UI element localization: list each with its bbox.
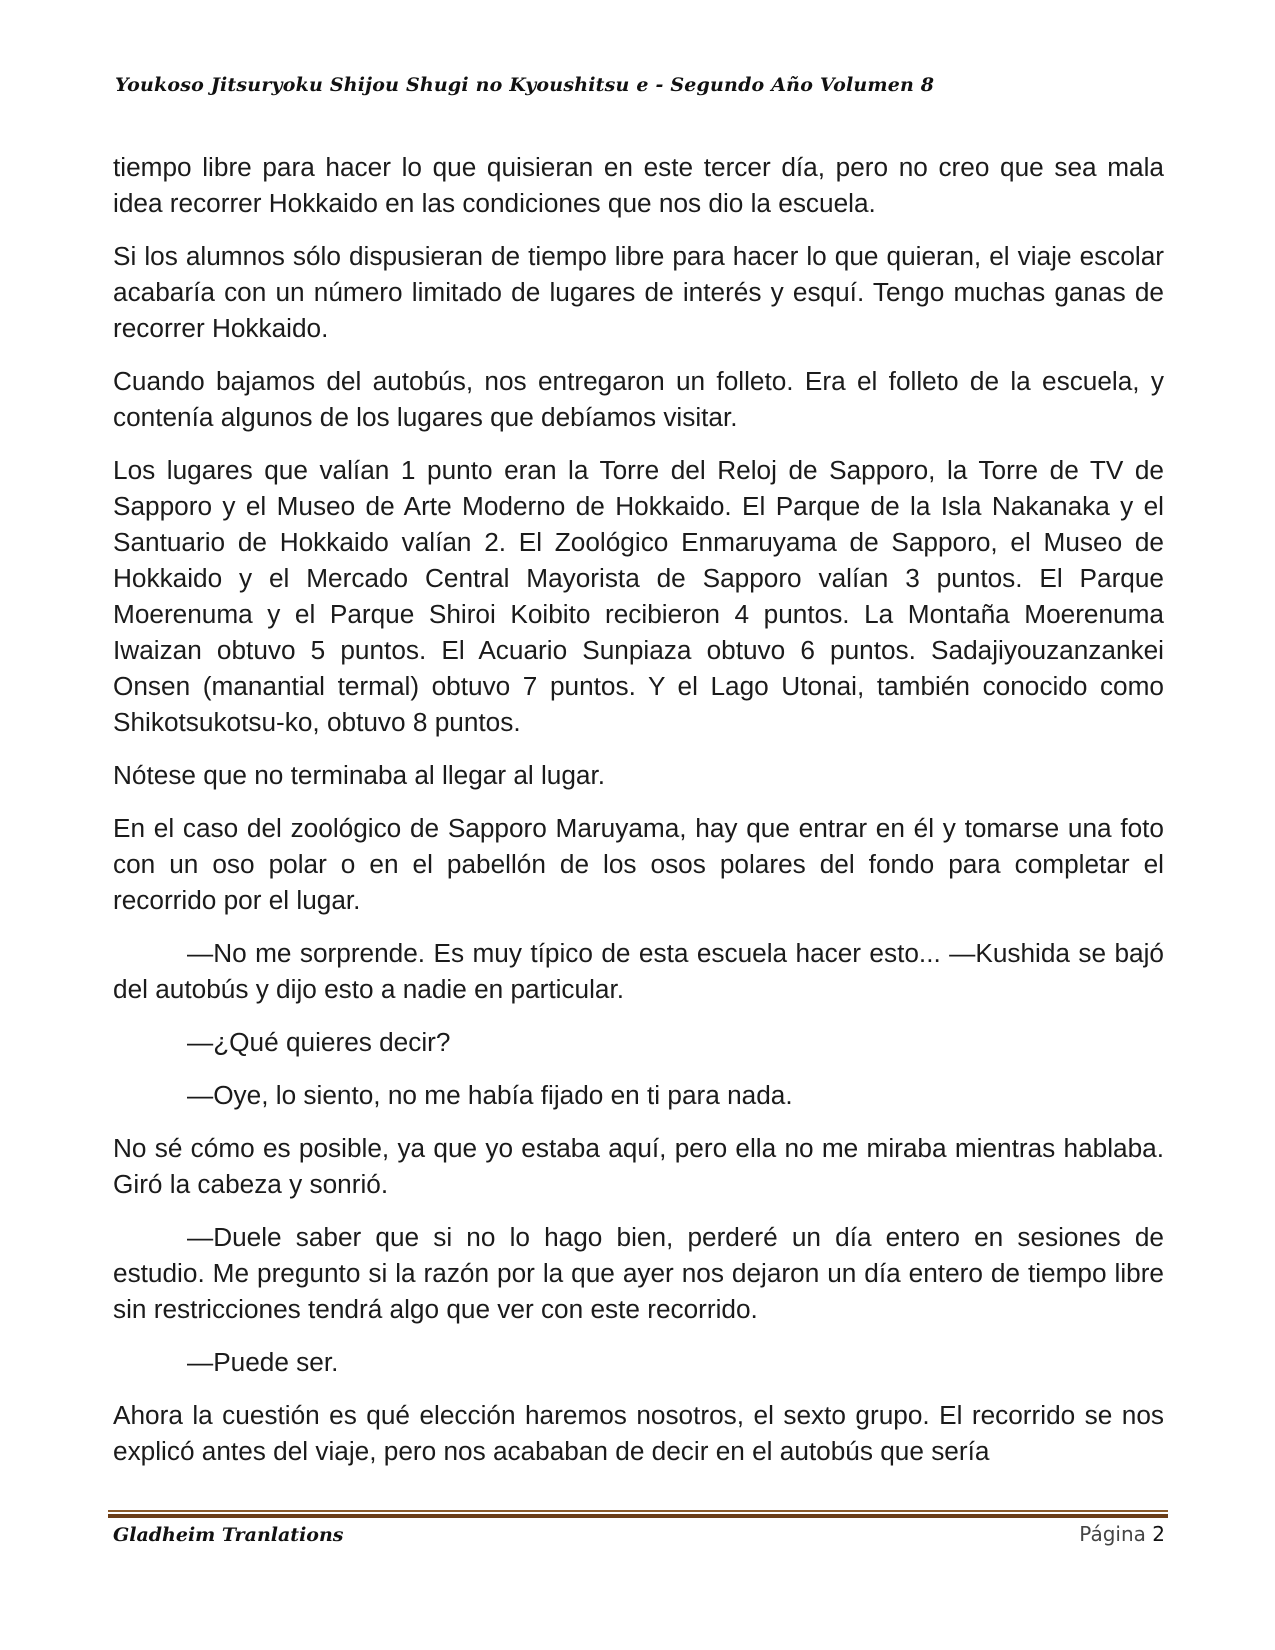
paragraph: Si los alumnos sólo dispusieran de tiempo libre para hacer lo que quieran, el viaje escolar acabaría con un número limitado de lugares de interés y esquí. Tengo muchas ganas de recorrer Hokkaido.	[113, 241, 1164, 343]
paragraph: tiempo libre para hacer lo que quisieran en este tercer día, pero no creo que sea mala idea recorrer Hokkaido en las condiciones que nos dio la escuela.	[113, 152, 1164, 218]
page-header-title: Youkoso Jitsuryoku Shijou Shugi no Kyoushitsu e - Segundo Año Volumen 8	[115, 74, 935, 96]
paragraph: Cuando bajamos del autobús, nos entregaron un folleto. Era el folleto de la escuela, y contenía algunos de los lugares que debíamos visitar.	[113, 366, 1164, 432]
paragraph: Ahora la cuestión es qué elección haremos nosotros, el sexto grupo. El recorrido se nos explicó antes del viaje, pero nos acababan de decir en el autobús que sería	[113, 1400, 1164, 1466]
dialogue-paragraph: —Puede ser.	[187, 1347, 339, 1377]
page-number: 2	[1152, 1522, 1165, 1546]
body-text	[113, 149, 1164, 1486]
footer-divider-thick	[108, 1514, 1168, 1518]
page-label: Página	[1079, 1522, 1146, 1546]
paragraph: Los lugares que valían 1 punto eran la Torre del Reloj de Sapporo, la Torre de TV de Sapporo y el Museo de Arte Moderno de Hokkaido. El Parque de la Isla Nakanaka y el Santuario de Hokkaido valían 2. El Zoológico Enmaruyama de Sapporo, el Museo de Hokkaido y el Mercado Central Mayorista de Sapporo valían 3 puntos. El Parque Moerenuma y el Parque Shiroi Koibito recibieron 4 puntos. La Montaña Moerenuma Iwaizan obtuvo 5 puntos. El Acuario Sunpiaza obtuvo 6 puntos. Sadajiyouzanzankei Onsen (manantial termal) obtuvo 7 puntos. Y el Lago Utonai, también conocido como Shikotsukotsu-ko, obtuvo 8 puntos.	[113, 455, 1164, 737]
dialogue-paragraph: —¿Qué quieres decir?	[187, 1027, 451, 1057]
paragraph: En el caso del zoológico de Sapporo Maruyama, hay que entrar en él y tomarse una foto con un oso polar o en el pabellón de los osos polares del fondo para completar el recorrido por el lugar.	[113, 813, 1164, 915]
paragraph: Nótese que no terminaba al llegar al lugar.	[113, 760, 606, 790]
footer-translator-credit: Gladheim Tranlations	[113, 1524, 344, 1546]
footer-divider	[108, 1510, 1168, 1518]
dialogue-paragraph: —Oye, lo siento, no me había fijado en ti para nada.	[187, 1080, 793, 1110]
paragraph: No sé cómo es posible, ya que yo estaba aquí, pero ella no me miraba mientras hablaba. Giró la cabeza y sonrió.	[113, 1133, 1164, 1199]
dialogue-paragraph: —Duele saber que si no lo hago bien, perderé un día entero en sesiones de estudio. Me pregunto si la razón por la que ayer nos dejaron un día entero de tiempo libre sin restricciones tendrá algo que ver con este recorrido.	[113, 1222, 1164, 1324]
footer-page-indicator	[1079, 1522, 1165, 1546]
dialogue-paragraph: —No me sorprende. Es muy típico de esta escuela hacer esto... —Kushida se bajó del autobús y dijo esto a nadie en particular.	[113, 938, 1164, 1004]
